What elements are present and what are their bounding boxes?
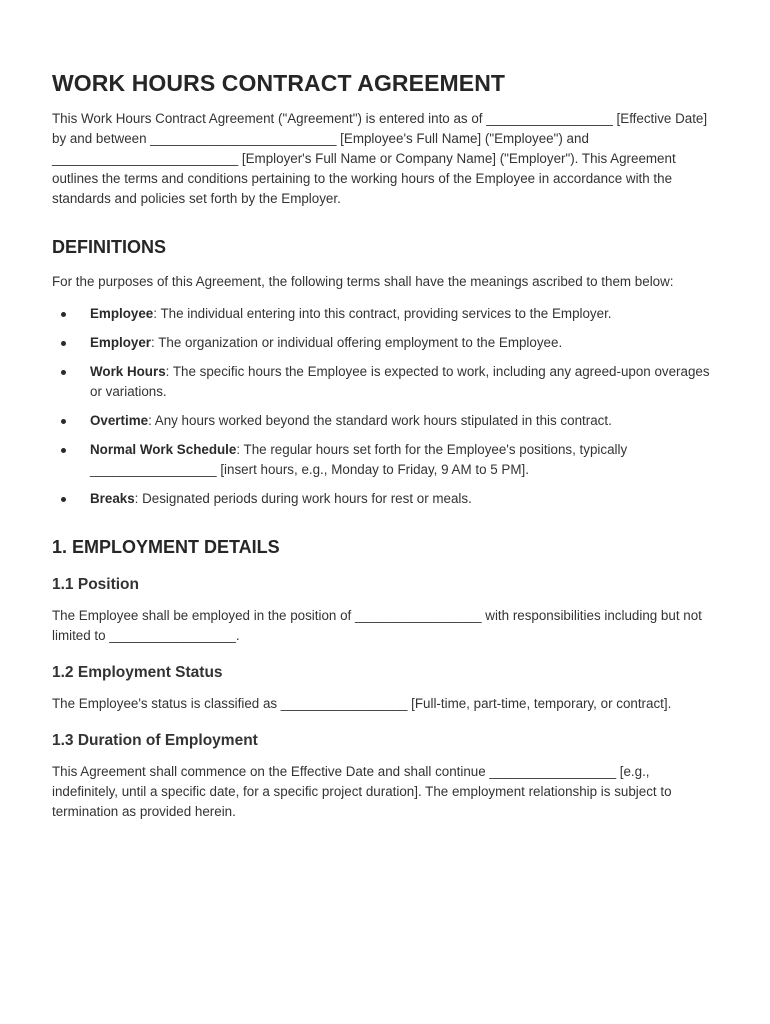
employment-status-paragraph: The Employee's status is classified as _________________ [Full-time, part-time, temporary, or contract]. xyxy=(52,696,672,711)
definition-item-employer xyxy=(52,333,718,353)
definition-item-employee xyxy=(52,304,718,324)
document-title: WORK HOURS CONTRACT AGREEMENT xyxy=(52,70,506,96)
definition-item-overtime xyxy=(52,411,718,431)
definition-text: : Any hours worked beyond the standard work hours stipulated in this contract. xyxy=(148,413,612,428)
employment-details-heading: 1. EMPLOYMENT DETAILS xyxy=(52,537,280,557)
duration-heading: 1.3 Duration of Employment xyxy=(52,732,258,749)
position-paragraph: The Employee shall be employed in the position of _________________ with responsibilities including but not limited to _________________. xyxy=(52,608,702,643)
bullet-icon xyxy=(61,419,66,424)
definition-text: : Designated periods during work hours for rest or meals. xyxy=(134,491,472,506)
position-heading: 1.1 Position xyxy=(52,576,139,593)
definition-term: Overtime xyxy=(90,413,149,428)
bullet-icon xyxy=(61,370,66,375)
definition-item-breaks xyxy=(52,489,718,509)
definition-term: Breaks xyxy=(90,491,135,506)
bullet-icon xyxy=(61,448,66,453)
intro-paragraph: This Work Hours Contract Agreement ("Agreement") is entered into as of _________________ [Effective Date] by and between _________________________ [Employee's Full Name] ("Employee") and _________________________ [Employer's Full Name or Company Name] ("Employer"). This Agreement outlines the terms and conditions pertaining to the working hours of the Employee in accordance with the standards and policies set forth by the Employer. xyxy=(52,111,708,206)
definition-text: : The specific hours the Employee is expected to work, including any agreed-upon overages or variations. xyxy=(90,364,710,399)
duration-paragraph: This Agreement shall commence on the Effective Date and shall continue _________________ [e.g., indefinitely, until a specific date, for a specific project duration]. The employment relationship is subject to termination as provided herein. xyxy=(52,764,672,819)
definition-text: : The organization or individual offering employment to the Employee. xyxy=(151,335,563,350)
definition-item-normal-work-schedule xyxy=(52,440,718,480)
definition-item-work-hours xyxy=(52,362,718,402)
bullet-icon xyxy=(61,312,66,317)
definition-term: Employee xyxy=(90,306,154,321)
definitions-list xyxy=(52,304,718,509)
definition-term: Normal Work Schedule xyxy=(90,442,237,457)
definition-text: : The individual entering into this contract, providing services to the Employer. xyxy=(153,306,612,321)
employment-status-heading: 1.2 Employment Status xyxy=(52,664,223,681)
definitions-heading: DEFINITIONS xyxy=(52,237,167,257)
bullet-icon xyxy=(61,497,66,502)
bullet-icon xyxy=(61,341,66,346)
definition-text: : The regular hours set forth for the Employee's positions, typically _________________ [insert hours, e.g., Monday to Friday, 9 AM to 5 PM]. xyxy=(90,442,628,477)
definitions-intro: For the purposes of this Agreement, the following terms shall have the meanings ascribed to them below: xyxy=(52,274,674,289)
definition-term: Employer xyxy=(90,335,152,350)
definition-term: Work Hours xyxy=(90,364,166,379)
